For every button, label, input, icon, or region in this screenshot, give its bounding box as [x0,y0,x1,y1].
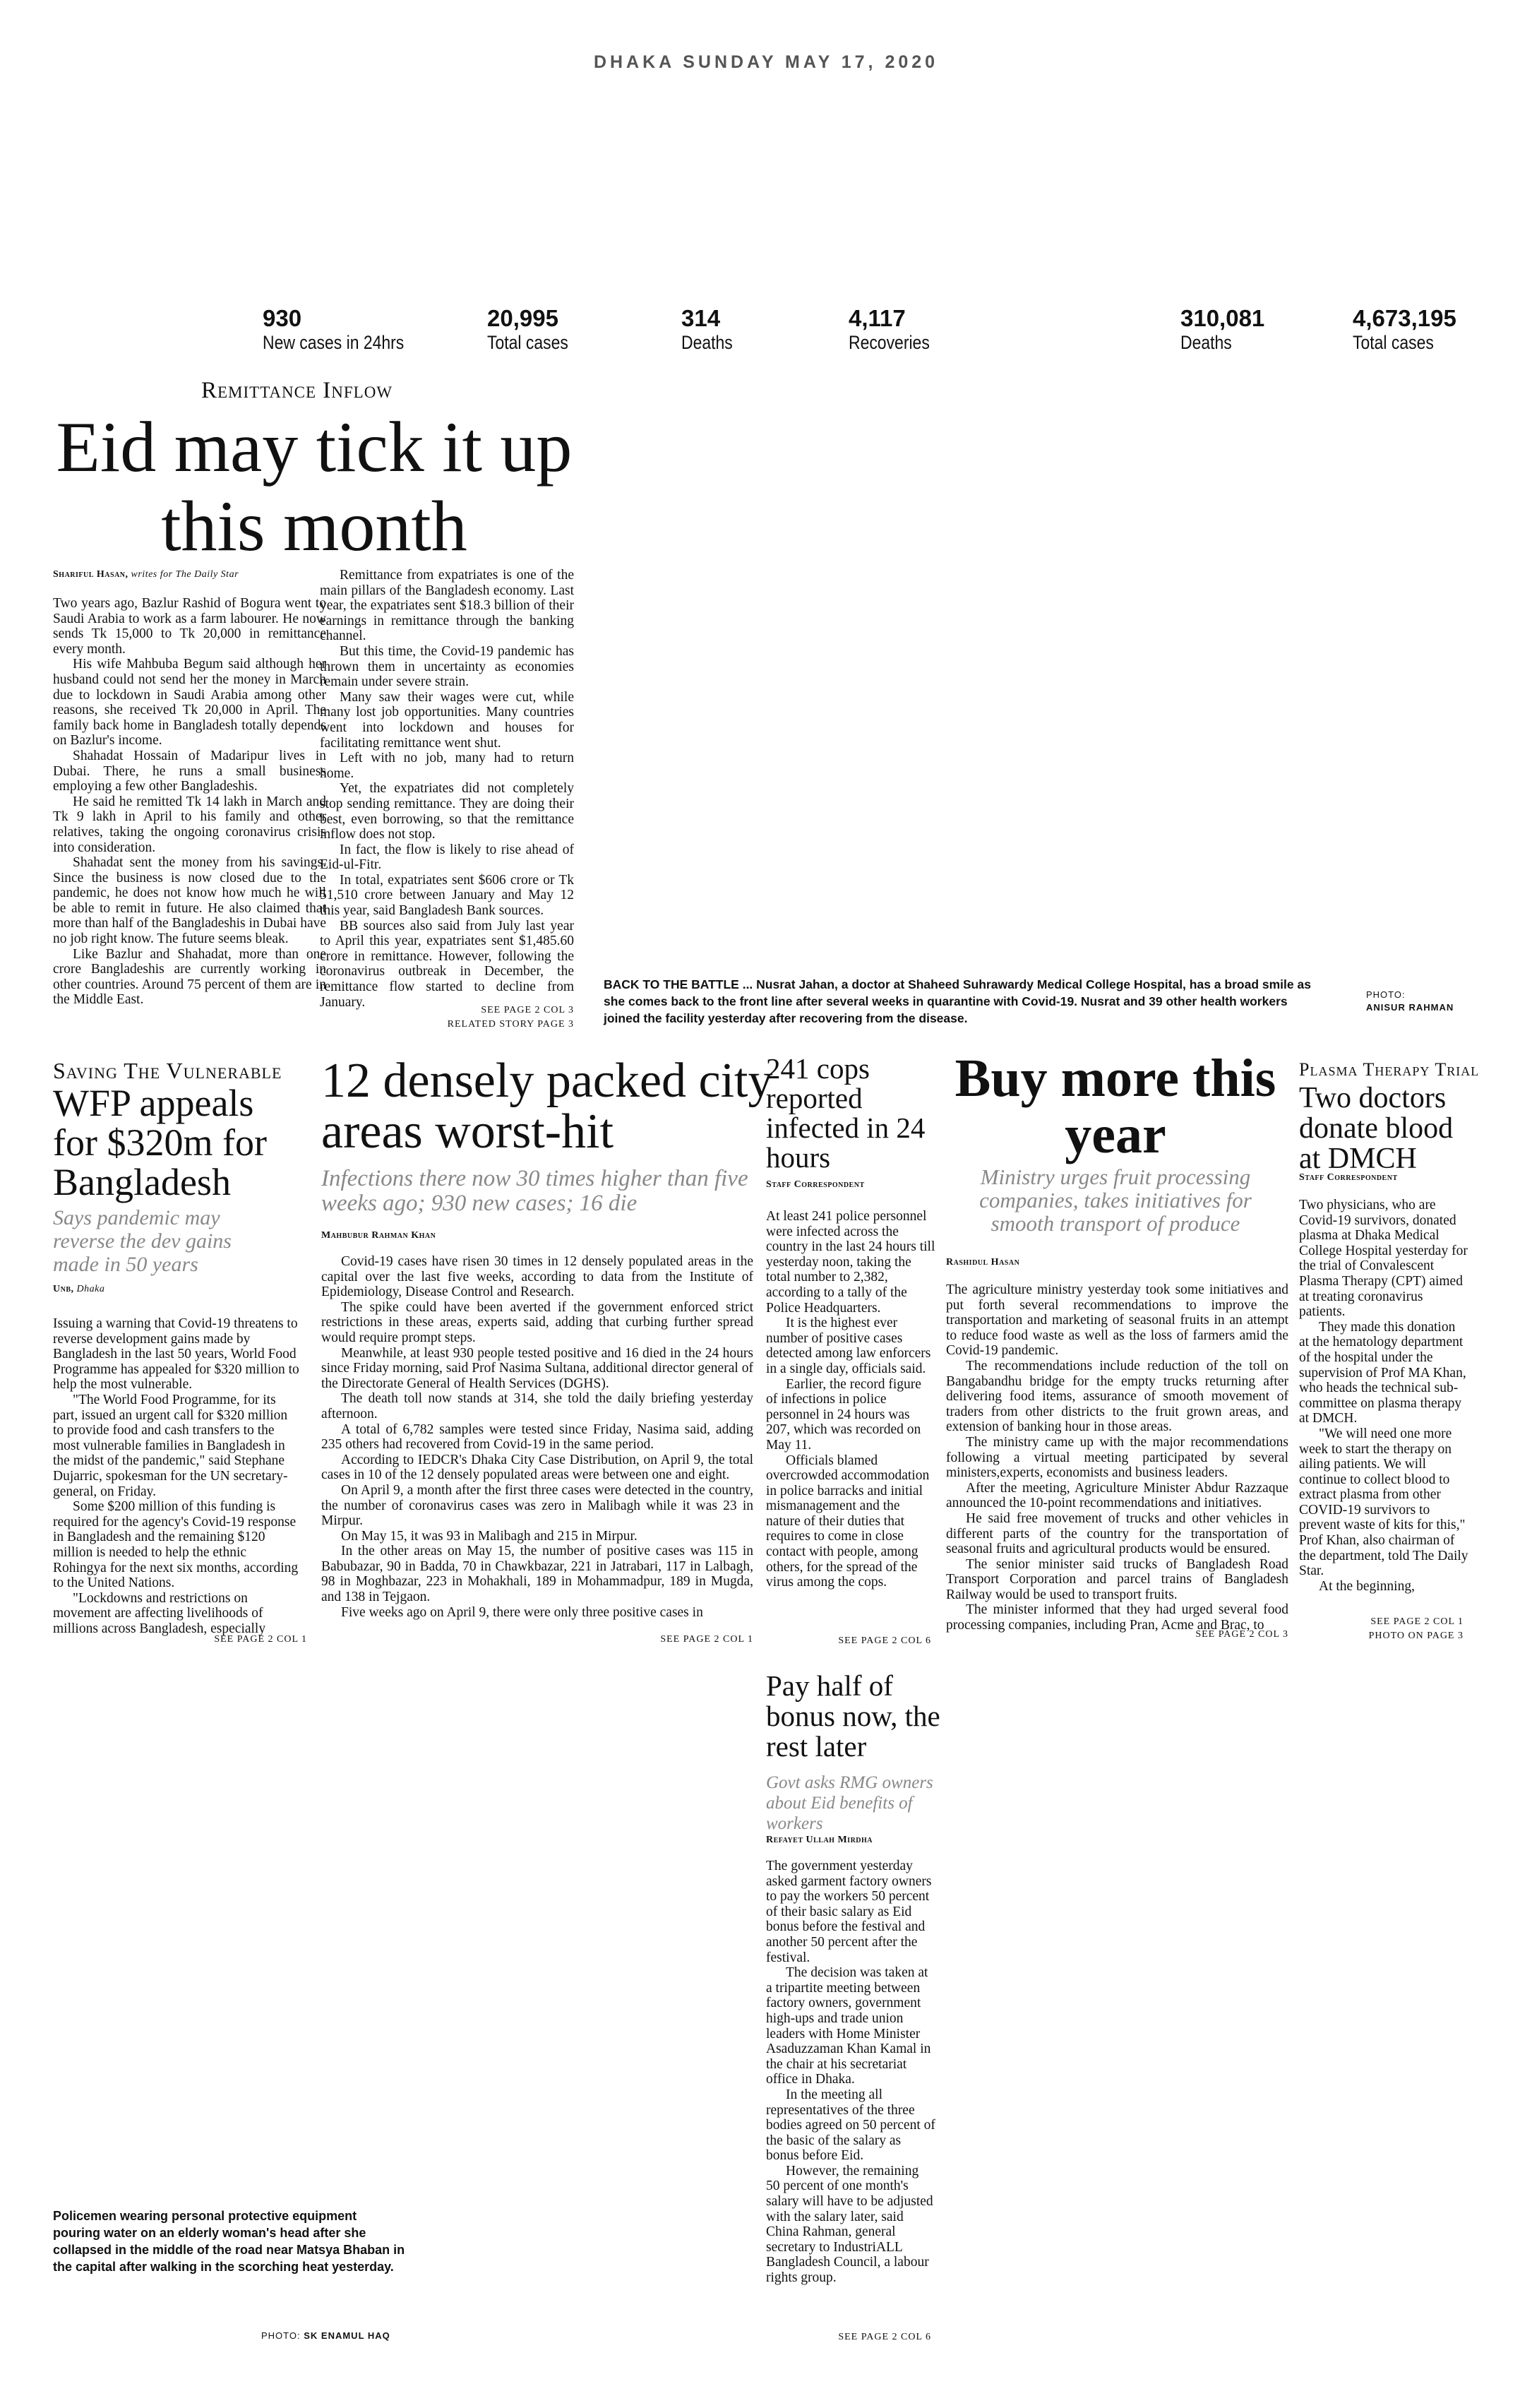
paragraph: Issuing a warning that Covid-19 threatens to reverse development gains made by Bangladesh in the last 50 years, World Food Programme has appealed for $320 million to help the most vulnerable. [53,1316,299,1393]
stat-number: 4,673,195 [1353,305,1456,331]
paragraph: In the other areas on May 15, the number of positive cases was 115 in Babubazar, 90 in Badda, 70 in Chawkbazar, 221 in Jatrabari, 117 in Lalbagh, 98 in Moghbazar, 223 in Mohakhali, 189 in Mohammadpur, 189 in Mugda, and 138 in Tejgaon. [321,1544,753,1605]
paragraph: But this time, the Covid-19 pandemic has thrown them in uncertainty as economies remain under severe strain. [320,643,574,690]
paragraph: His wife Mahbuba Begum said although her husband could not send her the money in March due to lockdown in Saudi Arabia among other reasons, she received Tk 20,000 in April. The family back home in Bangladesh totally depends on Bazlur's income. [53,657,326,749]
stat-global-total-cases [1353,306,1456,354]
paragraph: Five weeks ago on April 9, there were only three positive cases in [341,1604,703,1620]
stat-deaths [681,306,742,354]
paragraph: In the meeting all representatives of the three bodies agreed on 50 percent of the basic of the salary as bonus before Eid. [766,2087,935,2164]
paragraph: The ministry came up with the major recommendations following a virtual meeting participated by several ministers,experts, economists and business leaders. [946,1434,1288,1481]
plasma-headline: Two doctors donate blood at DMCH [1299,1082,1454,1175]
cops-headline: 241 cops reported infected in 24 hours [766,1052,926,1174]
paragraph: At least 241 police personnel were infected across the country in the last 24 hours till yesterday noon, taking the total number to 2,382, according to a tally of the Police Headquarters. [766,1209,935,1316]
dense-body [321,1254,753,1620]
stat-label: Recoveries [849,332,930,353]
paragraph: Meanwhile, at least 930 people tested positive and 16 died in the 24 hours since Friday morning, said Prof Nasima Sultana, additional director general of the Directorate General of Health Services (DGHS). [321,1345,753,1391]
stat-number: 4,117 [849,305,906,331]
fruit-byline: Rashidul Hasan [946,1257,1020,1268]
paragraph: It is the highest ever number of positive cases detected among law enforcers in a single day, officials said. [766,1316,931,1376]
plasma-body [1299,1198,1468,1594]
dateline: DHAKA SUNDAY MAY 17, 2020 [593,52,939,72]
paragraph: The senior minister said trucks of Bangladesh Road Transport Corporation and parcel trains of Bangladesh Railway would be used to transport fruits. [946,1556,1288,1602]
paragraph: Shahadat Hossain of Madaripur lives in Dubai. There, he runs a small business employing a few other Bangladeshis. [53,748,326,794]
wfp-body [53,1316,301,1636]
plasma-byline: Staff Correspondent [1299,1172,1398,1183]
paragraph: "We will need one more week to start the therapy on ailing patients. We will continue to collect blood to extract plasma from other COVID-19 survivors to prevent waste of kits for this," Prof Khan, also chairman of the department, told The Daily Star. [1299,1426,1468,1579]
remittance-col-1 [53,596,326,1008]
paragraph: The decision was taken at a tripartite meeting between factory owners, government high-ups and trade union leaders with Home Minister Asaduzzaman Khan Kamal in the chair at his secretariat office in Dhaka. [766,1965,931,2087]
stat-number: 310,081 [1180,305,1265,331]
stat-number: 314 [681,305,721,331]
remittance-headline: Eid may tick it up this month [56,407,573,566]
stat-number: 20,995 [487,305,558,331]
paragraph: Many saw their wages were cut, while many lost job opportunities. Many countries went into lockdown and houses for facilitating remittance went shut. [320,689,574,751]
photo-credit-top [1366,989,1454,1014]
dense-byline: Mahbubur Rahman Khan [321,1230,436,1241]
photo-caption-bottom: Policemen wearing personal protective equipment pouring water on an elderly woman's head after she collapsed in the middle of the road near Matsya Bhaban in the capital after walking in the scorching heat yesterday. [53,2209,405,2274]
fruit-subhead: Ministry urges fruit processing companies, takes initiatives for smooth transport of produce [979,1164,1252,1236]
byline-name: Unb, [53,1284,74,1294]
jump-line: SEE PAGE 2 COL 3 [481,1005,574,1015]
paragraph: At the beginning, [1319,1578,1415,1594]
bonus-jump: SEE PAGE 2 COL 6 [838,2332,931,2342]
paragraph: The spike could have been averted if the government enforced strict restrictions in these areas, experts said, adding that curbing further spread would require prompt steps. [321,1299,753,1345]
credit-label: PHOTO: [261,2330,301,2341]
paragraph: Earlier, the record figure of infections in police personnel in 24 hours was 207, which was recorded on May 11. [766,1376,921,1453]
photo-caption-top: BACK TO THE BATTLE ... Nusrat Jahan, a doctor at Shaheed Suhrawardy Medical College Hospital, has a broad smile as she comes back to the front line after several weeks in quarantine with Covid-19. Nusrat and 39 other health workers joined the facility yesterday after recovering from the disease. [604,977,1311,1025]
paragraph: On May 15, it was 93 in Malibagh and 215 in Mirpur. [341,1528,638,1544]
paragraph: Shahadat sent the money from his savings. Since the business is now closed due to the pandemic, he does not know how much he will be able to remit in future. He also claimed that more than half of the Bangladeshis in Dubai have no job right know. The future seems bleak. [53,855,326,947]
stat-label: New cases in 24hrs [263,332,405,353]
paragraph: The minister informed that they had urged several food processing companies, including Pran, Acme and Brac, to [946,1602,1288,1633]
credit-label: PHOTO: [1366,989,1406,1000]
fruit-headline: Buy more this year [954,1049,1276,1164]
paragraph: The recommendations include reduction of the toll on Bangabandhu bridge for the empty trucks returning after delivering food items, assurance of smooth movement of traders from other districts to the fruit grown areas, and extension of banking hour in those areas. [946,1358,1288,1435]
stat-number: 930 [263,305,302,331]
paragraph: Two years ago, Bazlur Rashid of Bogura went to Saudi Arabia to work as a farm labourer. He now sends Tk 15,000 to Tk 20,000 in remittance every month. [53,596,326,657]
remittance-jump [320,1003,574,1032]
paragraph: Covid-19 cases have risen 30 times in 12 densely populated areas in the capital over the last five weeks, according to data from the Institute of Epidemiology, Disease Control and Research. [321,1254,753,1300]
remittance-byline [53,569,239,580]
paragraph: The agriculture ministry yesterday took some initiatives and put forth several recommendations to improve the transportation and marketing of seasonal fruits in an attempt to reduce food waste as well as the loss of farmers amid the Covid-19 pandemic. [946,1282,1288,1359]
remittance-kicker: Remittance Inflow [201,378,393,403]
paragraph: In fact, the flow is likely to rise ahead of Eid-ul-Fitr. [320,842,574,873]
stat-global-deaths [1180,306,1264,354]
dense-jump: SEE PAGE 2 COL 1 [660,1634,753,1645]
byline-note: writes for The Daily Star [131,569,239,580]
photo-credit-bottom [261,2330,390,2341]
paragraph: BB sources also said from July last year to April this year, expatriates sent $1,485.60 crore in remittance. However, following the coronavirus outbreak in December, the remittance flow started to decline from January. [320,918,574,1010]
paragraph: The government yesterday asked garment factory owners to pay the workers 50 percent of their basic salary as Eid bonus before the festival and another 50 percent after the festival. [766,1859,932,1965]
bonus-headline: Pay half of bonus now, the rest later [766,1669,940,1763]
credit-name: SK ENAMUL HAQ [304,2330,390,2341]
fruit-body [946,1282,1288,1633]
stat-total-cases [487,306,582,354]
remittance-col-2 [320,568,574,1010]
fruit-jump: SEE PAGE 2 COL 3 [1195,1629,1288,1640]
paragraph: Some $200 million of this funding is required for the agency's Covid-19 response in Bangladesh and the remaining $120 million is needed to help the ethnic Rohingya for the next six months, according to the United Nations. [53,1499,299,1591]
dense-headline: 12 densely packed city areas worst-hit [321,1054,773,1159]
byline-name: Shariful Hasan, [53,569,128,580]
paragraph: They made this donation at the hematology department of the hospital under the supervision of Prof MA Khan, who heads the technical sub-committee on plasma therapy at DMCH. [1299,1319,1466,1426]
paragraph: Officials blamed overcrowded accommodation in police barracks and initial mismanagement and the nature of their duties that requires to come in close contact with people, among others, for the spread of the virus among the cops. [766,1453,930,1590]
paragraph: Yet, the expatriates did not completely stop sending remittance. They are doing their best, even borrowing, so that the remittance inflow does not stop. [320,781,574,842]
cops-body [766,1209,935,1590]
stat-label: Total cases [487,332,568,353]
cops-byline: Staff Correspondent [766,1179,865,1190]
stat-label: Deaths [681,332,733,353]
wfp-subhead: Says pandemic may reverse the dev gains made in 50 years [53,1206,232,1276]
wfp-headline: WFP appeals for $320m for Bangladesh [53,1082,267,1203]
dense-subhead: Infections there now 30 times higher than five weeks ago; 930 new cases; 16 die [321,1166,748,1216]
stat-label: Total cases [1353,332,1434,353]
wfp-jump: SEE PAGE 2 COL 1 [214,1634,307,1645]
bonus-byline: Refayet Ullah Mirdha [766,1835,873,1845]
photo-ref-line: PHOTO ON PAGE 3 [1368,1631,1464,1641]
cops-jump: SEE PAGE 2 COL 6 [838,1635,931,1646]
paragraph: After the meeting, Agriculture Minister Abdur Razzaque announced the 10-point recommendations and initiatives. [946,1480,1288,1511]
paragraph: Remittance from expatriates is one of the main pillars of the Bangladesh economy. Last year, the expatriates sent $18.3 billion of their earnings in remittance through the banking channel. [320,568,574,644]
plasma-kicker: Plasma Therapy Trial [1299,1059,1480,1080]
paragraph: Two physicians, who are Covid-19 survivors, donated plasma at Dhaka Medical College Hospital yesterday for the trial of Convalescent Plasma Therapy (CPT) aimed at treating coronavirus patients. [1299,1198,1468,1320]
paragraph: In total, expatriates sent $606 crore or Tk 51,510 crore between January and May 12 this year, said Bangladesh Bank sources. [320,872,574,919]
paragraph: Left with no job, many had to return home. [320,751,574,781]
paragraph: "The World Food Programme, for its part, issued an urgent call for $320 million to provide food and cash transfers to the most vulnerable families in Bangladesh in the midst of the pandemic," said Stephane Dujarric, spokesman for the UN secretary-general, on Friday. [53,1392,288,1499]
stat-new-cases [263,306,429,354]
credit-name: ANISUR RAHMAN [1366,1002,1454,1013]
jump-line: SEE PAGE 2 COL 1 [1370,1616,1464,1627]
paragraph: However, the remaining 50 percent of one month's salary will have to be adjusted with the salary later, said China Rahman, general secretary to IndustriALL Bangladesh Council, a labour rights group. [766,2163,933,2286]
wfp-byline [53,1284,104,1295]
bonus-subhead: Govt asks RMG owners about Eid benefits of workers [766,1773,933,1833]
stat-recoveries [849,306,944,354]
plasma-jump [1299,1615,1464,1643]
paragraph: "Lockdowns and restrictions on movement are affecting livelihoods of millions across Bangladesh, especially [53,1590,266,1636]
paragraph: He said free movement of trucks and other vehicles in different parts of the country for the transportation of seasonal fruits and agricultural products would be ensured. [946,1510,1288,1557]
stat-label: Deaths [1180,332,1232,353]
paragraph: On April 9, a month after the first three cases were detected in the country, the number of coronavirus cases was zero in Malibagh while it was 23 in Mirpur. [321,1482,753,1529]
paragraph: According to IEDCR's Dhaka City Case Distribution, on April 9, the total cases in 10 of the 12 densely populated areas were between one and eight. [321,1452,753,1483]
byline-note: Dhaka [76,1284,105,1294]
paragraph: A total of 6,782 samples were tested since Friday, Nasima said, adding 235 others had recovered from Covid-19 in the same period. [321,1421,753,1453]
wfp-kicker: Saving The Vulnerable [53,1058,282,1083]
paragraph: Like Bazlur and Shahadat, more than one crore Bangladeshis are currently working in other countries. Around 75 percent of them are in the Middle East. [53,946,326,1008]
paragraph: He said he remitted Tk 14 lakh in March and Tk 9 lakh in April to his family and other relatives, taking the ongoing coronavirus crisis into consideration. [53,794,326,855]
related-story-line: RELATED STORY PAGE 3 [447,1019,574,1030]
paragraph: The death toll now stands at 314, she told the daily briefing yesterday afternoon. [321,1391,753,1421]
bonus-body [766,1859,935,2286]
